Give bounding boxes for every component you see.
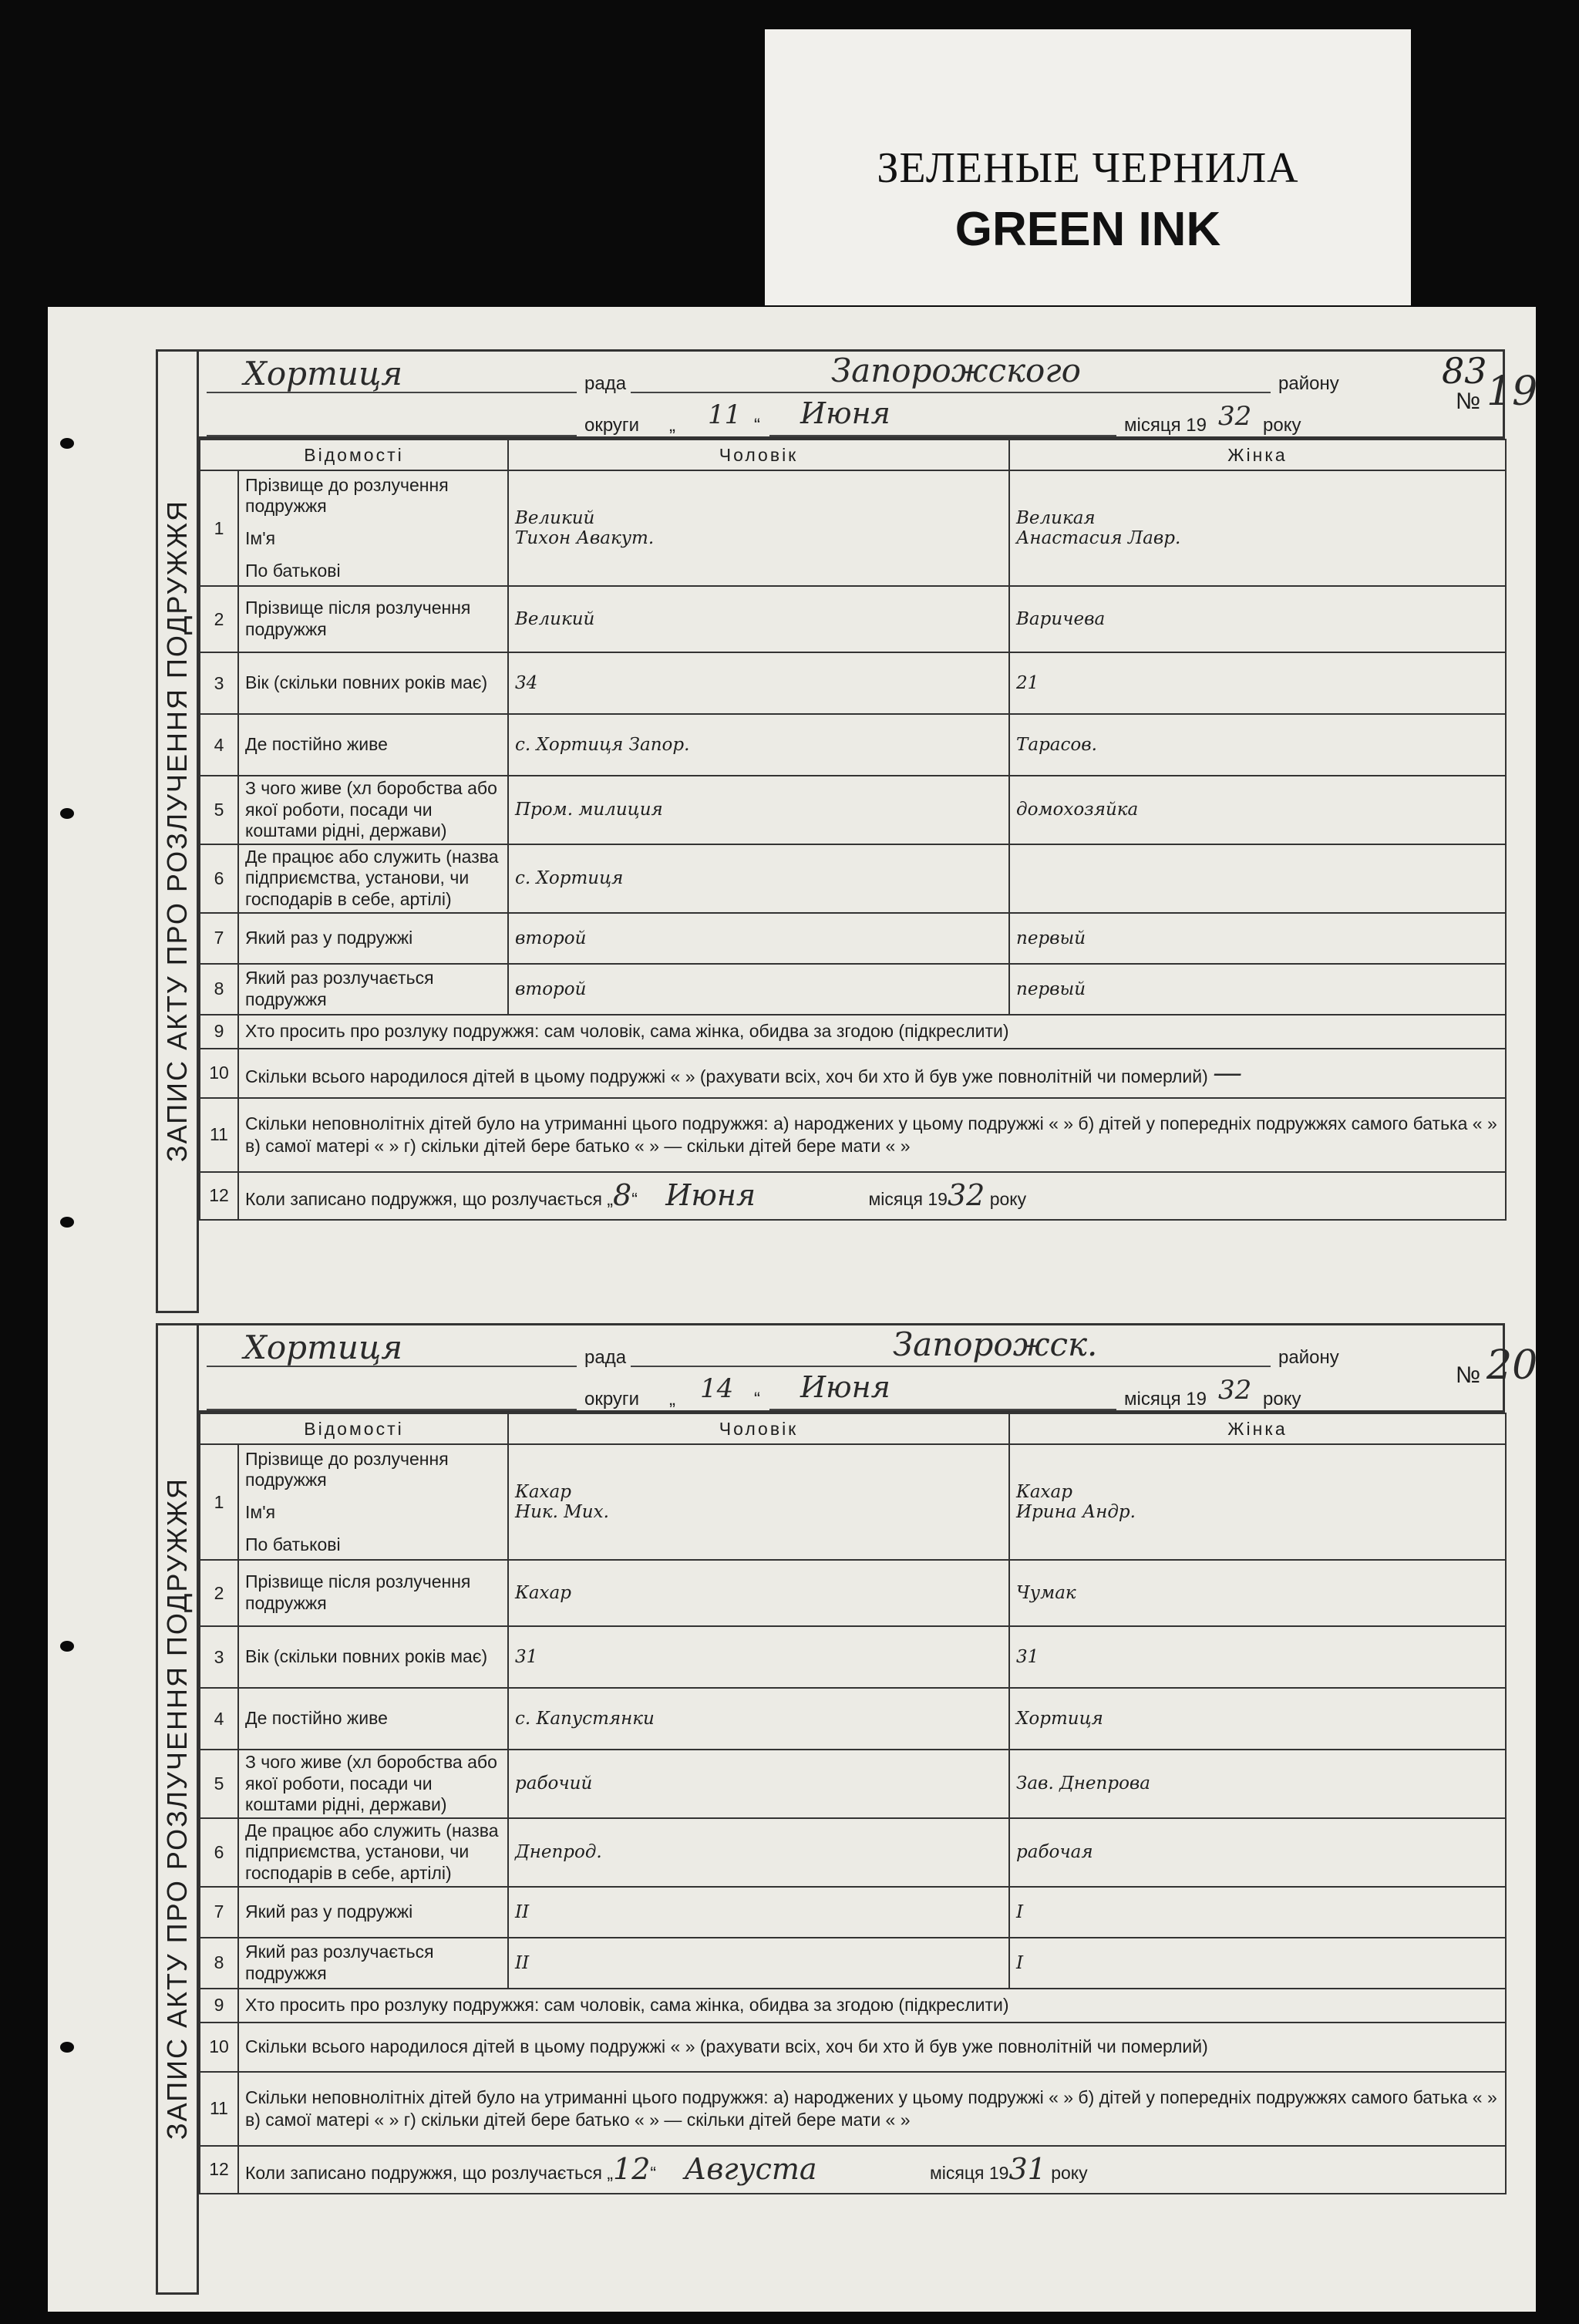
district-value: Запорожск. [893, 1325, 1098, 1363]
woman-name: Анастасия Лавр. [1016, 528, 1181, 548]
punch-hole [60, 438, 74, 449]
man-surname-before: Великий [515, 508, 595, 528]
woman-residence: Хортиця [1009, 1688, 1506, 1750]
punch-hole [60, 1217, 74, 1228]
punch-hole [60, 1641, 74, 1652]
rada-label: рада [584, 373, 627, 394]
recorded-year: 31 [1008, 2151, 1046, 2186]
record-header: Хортиця рада Запорожского району округи „ 11 “ Июня місяця 19 32 року № 19 [199, 349, 1505, 439]
recorded-day: 8 [613, 1177, 632, 1212]
roku-label: року [1263, 415, 1301, 436]
side-title: ЗАПИС АКТУ ПРО РОЗЛУЧЕННЯ ПОДРУЖЖЯ [156, 349, 199, 1313]
man-divorce-no: II [508, 1938, 1009, 1989]
divorce-record-2 [156, 1323, 1538, 2295]
record-number-box: № 20 [1456, 1342, 1538, 1389]
recorded-year: 32 [947, 1177, 985, 1212]
district-value: Запорожского [831, 352, 1081, 389]
raionu-label: району [1278, 373, 1339, 394]
man-residence: с. Капустянки [508, 1688, 1009, 1750]
woman-divorce-no: первый [1009, 964, 1506, 1015]
year-value: 32 [1218, 401, 1252, 432]
man-work: Днепрод. [508, 1818, 1009, 1887]
man-surname-before: Кахар [515, 1482, 571, 1502]
divorce-record-1 [156, 349, 1538, 1313]
woman-residence: Тарасов. [1009, 714, 1506, 776]
col-info-header: Відомості [200, 440, 508, 470]
woman-name: Ирина Андр. [1016, 1502, 1136, 1522]
woman-age: 31 [1009, 1626, 1506, 1688]
record-table: Відомості Чоловік Жінка 1 Прізвище до розлучення подружжя Ім'я По батькові Великий Тихон Авакут. Великая Анастасия Лавр. 2 Прізвище після розлучення подружжя Великий Варичева 3 Вік (скільки повних років має) 34 21 4 Де постійно живе с. Хортиця Запор. Тарасов. 5 З чого живе (хл боробства або якої роботи, посади чи коштами рідні, держави) Пром. милиция домохозяйка 6 Де працює або служить (назва підприємства, установи, чи господарів в себе, артілі) с. Хортиця 7 Який раз у подружжі второй первый 8 Який раз розлучається подружжя второй первый 9 Хто просить про розлуку подружжя: сам чоловік, сама жінка, обидва за згодою (підкреслити) 10 Скільки всього народилося дітей в цьому подружжі « » (рахувати всіх, хоч би хто й був уже повнолітній чи померлий) — 11 Скільки неповнолітніх дітей було на утриманні цього подружжя: а) народжених у цьому подружжі « » б) дітей у попередніх подружжях самого батька « » в) самої матері « » г) скільки дітей бере батько « » — скільки дітей бере мати « » 12 Коли записано подружжя, що розлучається „8“ Июня місяця 1932 року [199, 439, 1507, 1221]
village-value: Хортиця [244, 1329, 403, 1366]
ink-label-english: GREEN INK [954, 203, 1221, 256]
woman-surname-before: Великая [1016, 508, 1096, 528]
woman-marriage-no: первый [1009, 913, 1506, 964]
man-age: 31 [508, 1626, 1009, 1688]
man-divorce-no: второй [508, 964, 1009, 1015]
ink-label-russian: ЗЕЛЕНЫЕ ЧЕРНИЛА [877, 144, 1299, 192]
children-total: — [1213, 1055, 1243, 1090]
man-marriage-no: II [508, 1887, 1009, 1938]
document-page [48, 307, 1536, 2312]
page-number: 83 [1442, 350, 1487, 392]
col-man-header: Чоловік [508, 440, 1009, 470]
date-month-value: Июня [800, 1370, 891, 1404]
year-value: 32 [1218, 1375, 1252, 1406]
woman-age: 21 [1009, 652, 1506, 714]
man-marriage-no: второй [508, 913, 1009, 964]
record-number: 20 [1486, 1342, 1538, 1389]
man-surname-after: Великий [508, 586, 1009, 652]
punch-hole [60, 2042, 74, 2053]
record-number-box: № 19 [1456, 369, 1538, 415]
woman-surname-after: Варичева [1009, 586, 1506, 652]
date-day-value: 14 [700, 1373, 734, 1404]
month-year-label: місяця 19 [1124, 415, 1207, 436]
man-residence: с. Хортиця Запор. [508, 714, 1009, 776]
man-income: Пром. милиция [508, 776, 1009, 844]
recorded-day: 12 [613, 2151, 651, 2186]
woman-marriage-no: I [1009, 1887, 1506, 1938]
woman-work: рабочая [1009, 1818, 1506, 1887]
man-age: 34 [508, 652, 1009, 714]
ink-label-card [765, 29, 1411, 305]
date-month-value: Июня [800, 396, 891, 430]
woman-divorce-no: I [1009, 1938, 1506, 1989]
man-income: рабочий [508, 1750, 1009, 1818]
woman-surname-before: Кахар [1016, 1482, 1072, 1502]
man-surname-after: Кахар [508, 1560, 1009, 1626]
woman-surname-after: Чумак [1009, 1560, 1506, 1626]
col-woman-header: Жінка [1009, 440, 1506, 470]
man-name: Тихон Авакут. [515, 528, 655, 548]
woman-work [1009, 844, 1506, 913]
date-day-value: 11 [708, 399, 742, 430]
man-name: Ник. Мих. [515, 1502, 609, 1522]
record-table: Відомості Чоловік Жінка 1 Прізвище до розлучення подружжя Ім'я По батькові Кахар Ник. Мих. Кахар Ирина Андр. 2 Прізвище після розлучення подружжя Кахар Чумак 3 Вік (скільки повних років має) 31 31 4 Де постійно живе с. Капустянки Хортиця 5 З чого живе (хл боробства або якої роботи, посади чи коштами рідні, держави) рабочий Зав. Днепрова 6 Де працює або служить (назва підприємства, установи, чи господарів в себе, артілі) Днепрод. рабочая 7 Який раз у подружжі II I 8 Який раз розлучається подружжя II I 9 Хто просить про розлуку подружжя: сам чоловік, сама жінка, обидва за згодою (підкреслити) 10 Скільки всього народилося дітей в цьому подружжі « » (рахувати всіх, хоч би хто й був уже повнолітній чи померлий) 11 Скільки неповнолітніх дітей було на утриманні цього подружжя: а) народжених у цьому подружжі « » б) дітей у попередніх подружжях самого батька « » в) самої матері « » г) скільки дітей бере батько « » — скільки дітей бере мати « » 12 Коли записано подружжя, що розлучається „12“ Августа місяця 1931 року [199, 1413, 1507, 2194]
side-title: ЗАПИС АКТУ ПРО РОЗЛУЧЕННЯ ПОДРУЖЖЯ [156, 1323, 199, 2295]
recorded-month: Августа [684, 2151, 817, 2186]
okrugy-label: округи [584, 415, 640, 436]
man-work: с. Хортиця [508, 844, 1009, 913]
village-value: Хортиця [244, 355, 403, 392]
woman-income: домохозяйка [1009, 776, 1506, 844]
punch-hole [60, 808, 74, 819]
recorded-month: Июня [665, 1177, 756, 1212]
record-header: Хортиця рада Запорожск. району округи „ 14 “ Июня місяця 19 32 року № 20 [199, 1323, 1505, 1413]
woman-income: Зав. Днепрова [1009, 1750, 1506, 1818]
record-number: 19 [1486, 369, 1538, 415]
